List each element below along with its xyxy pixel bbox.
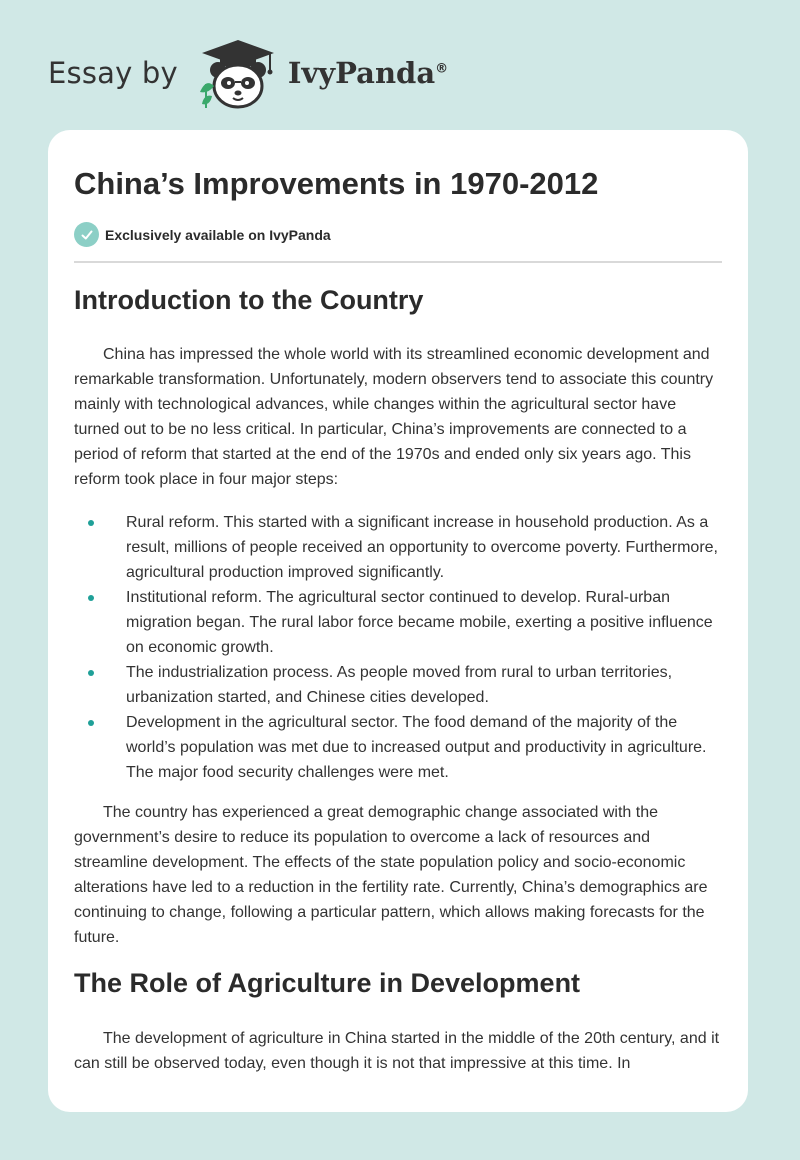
list-item xyxy=(74,510,722,585)
brand-prefix: Essay by xyxy=(48,56,178,90)
agriculture-paragraph: The development of agriculture in China started in the middle of the 20th century, and it can still be observed today, even though it is not that impressive at this time. In xyxy=(74,1030,720,1072)
check-icon xyxy=(74,222,99,247)
brand-name: IvyPanda® xyxy=(287,56,449,90)
essay-card xyxy=(48,130,748,1112)
introduction-paragraph: China has impressed the whole world with its streamlined economic development and remarkable transformation. Unfortunately, modern observers tend to associate this country mainly with technological advances, while changes within the agricultural sector have turned out to be no less critical. In particular, China’s improvements are connected to a period of reform that started at the end of the 1970s and ended only six years ago. This reform took place in four major steps: xyxy=(74,346,714,488)
bullet-icon xyxy=(88,670,94,676)
bullet-icon xyxy=(88,720,94,726)
list-item xyxy=(74,660,722,710)
list-item xyxy=(74,585,722,660)
list-item-text: Development in the agricultural sector. The food demand of the majority of the world’s population was met due to increased output and productivity in agriculture. The major food security challenges were met. xyxy=(126,714,707,781)
list-item-text: Rural reform. This started with a significant increase in household production. As a result, millions of people received an opportunity to overcome poverty. Furthermore, agricultural production improved significantly. xyxy=(126,514,718,581)
title-divider xyxy=(74,261,722,263)
bullet-icon xyxy=(88,520,94,526)
section-heading-agriculture: The Role of Agriculture in Development xyxy=(74,968,581,998)
badge-text: Exclusively available on IvyPanda xyxy=(105,226,331,243)
essay-title: China’s Improvements in 1970-2012 xyxy=(74,166,599,201)
list-item-text: The industrialization process. As people moved from rural to urban territories, urbanization started, and Chinese cities developed. xyxy=(126,664,673,706)
list-item xyxy=(74,710,722,785)
reform-steps-list xyxy=(74,510,722,785)
panda-logo-icon xyxy=(192,36,284,110)
demographics-paragraph: The country has experienced a great demographic change associated with the government’s desire to reduce its population to overcome a lack of resources and streamline development. The effects of the state population policy and socio-economic alterations have led to a reduction in the fertility rate. Currently, China’s demographics are continuing to change, following a particular pattern, which allows making forecasts for the future. xyxy=(74,804,708,946)
brand-header xyxy=(48,36,448,110)
bullet-icon xyxy=(88,595,94,601)
exclusive-badge xyxy=(74,222,331,247)
list-item-text: Institutional reform. The agricultural sector continued to develop. Rural-urban migration began. The rural labor force became mobile, exerting a positive influence on economic growth. xyxy=(126,589,713,656)
section-heading-introduction: Introduction to the Country xyxy=(74,285,424,315)
